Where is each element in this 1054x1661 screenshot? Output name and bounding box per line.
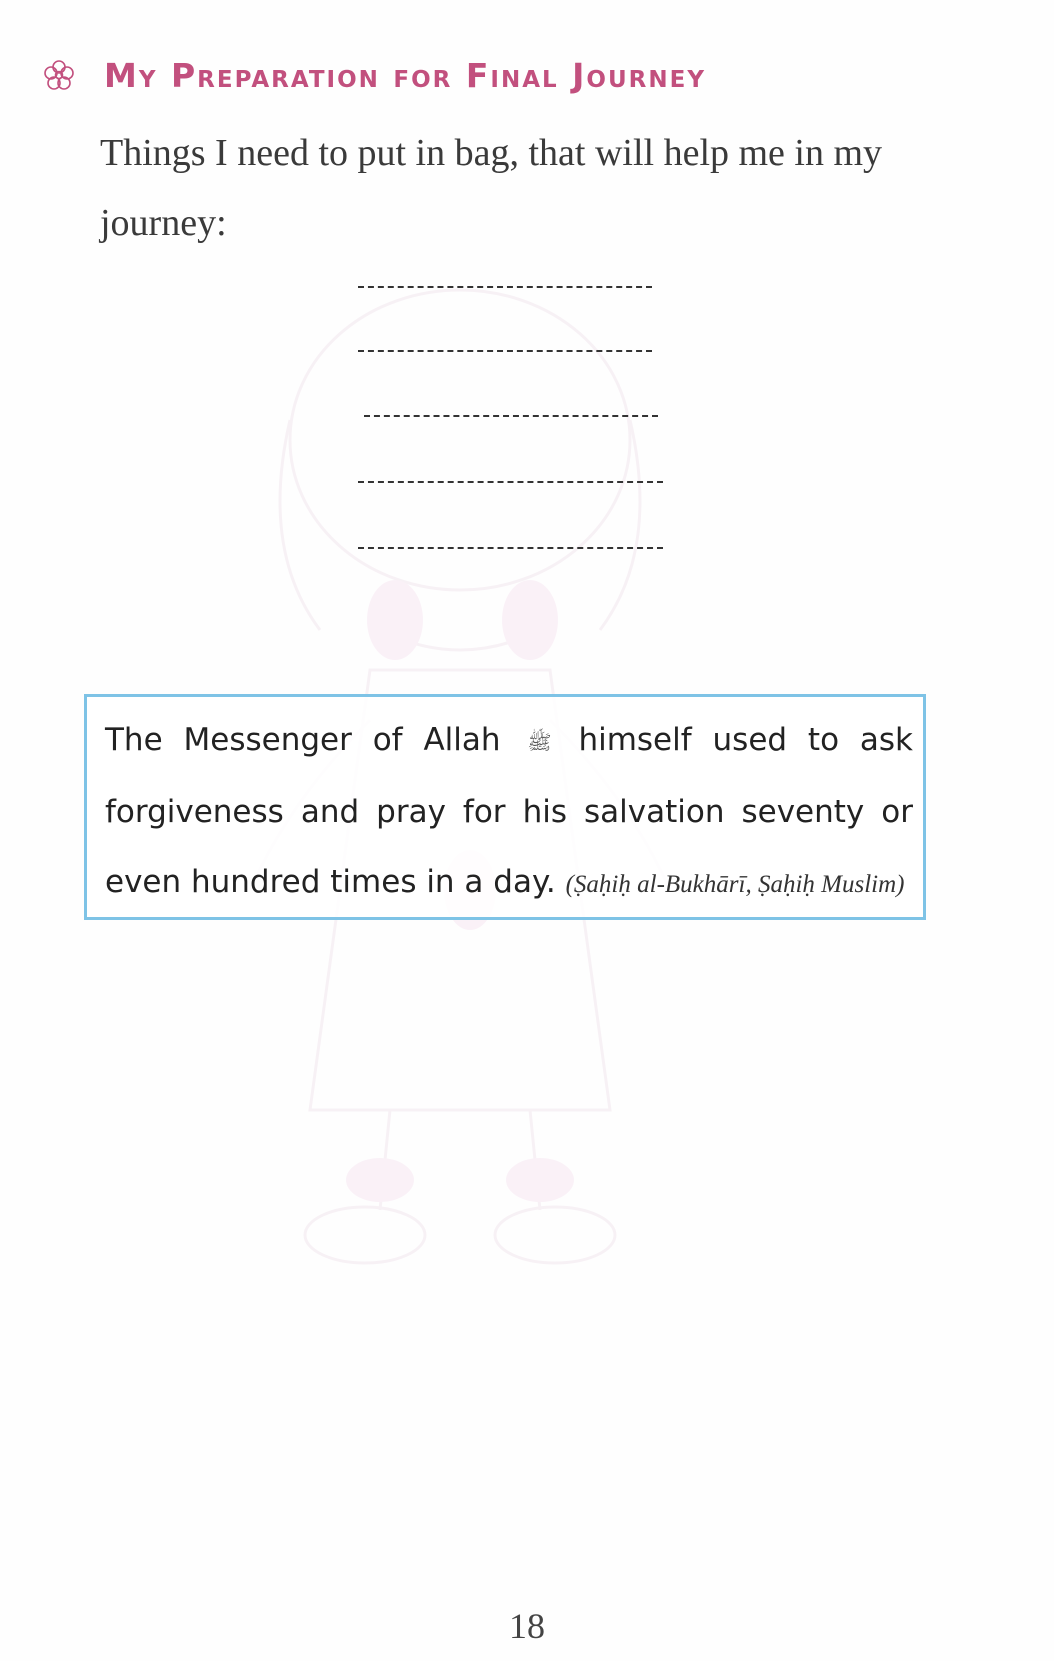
hadith-text-end: himself used to ask forgiveness and pray for his salvation seventy or even hundred times in a day. bbox=[105, 722, 914, 900]
answer-line-1[interactable] bbox=[358, 286, 652, 288]
answer-line-4[interactable] bbox=[358, 481, 663, 483]
flower-icon bbox=[42, 58, 76, 92]
answer-line-2[interactable] bbox=[358, 350, 652, 352]
hadith-citation: (Ṣaḥiḥ al-Bukhārī, Ṣaḥiḥ Muslim) bbox=[565, 870, 905, 898]
page-number: 18 bbox=[509, 1606, 545, 1646]
salutation-glyph: ﷺ bbox=[527, 729, 552, 754]
hadith-box bbox=[84, 694, 926, 920]
intro-text: Things I need to put in bag, that will help me in my journey: bbox=[100, 132, 883, 244]
hadith-text bbox=[105, 705, 913, 920]
page-title: My Preparation for Final Journey bbox=[104, 55, 706, 95]
answer-line-5[interactable] bbox=[358, 547, 663, 549]
answer-line-3[interactable] bbox=[364, 415, 658, 417]
title-row bbox=[42, 50, 706, 100]
hadith-text-start: The Messenger of Allah bbox=[105, 722, 501, 758]
